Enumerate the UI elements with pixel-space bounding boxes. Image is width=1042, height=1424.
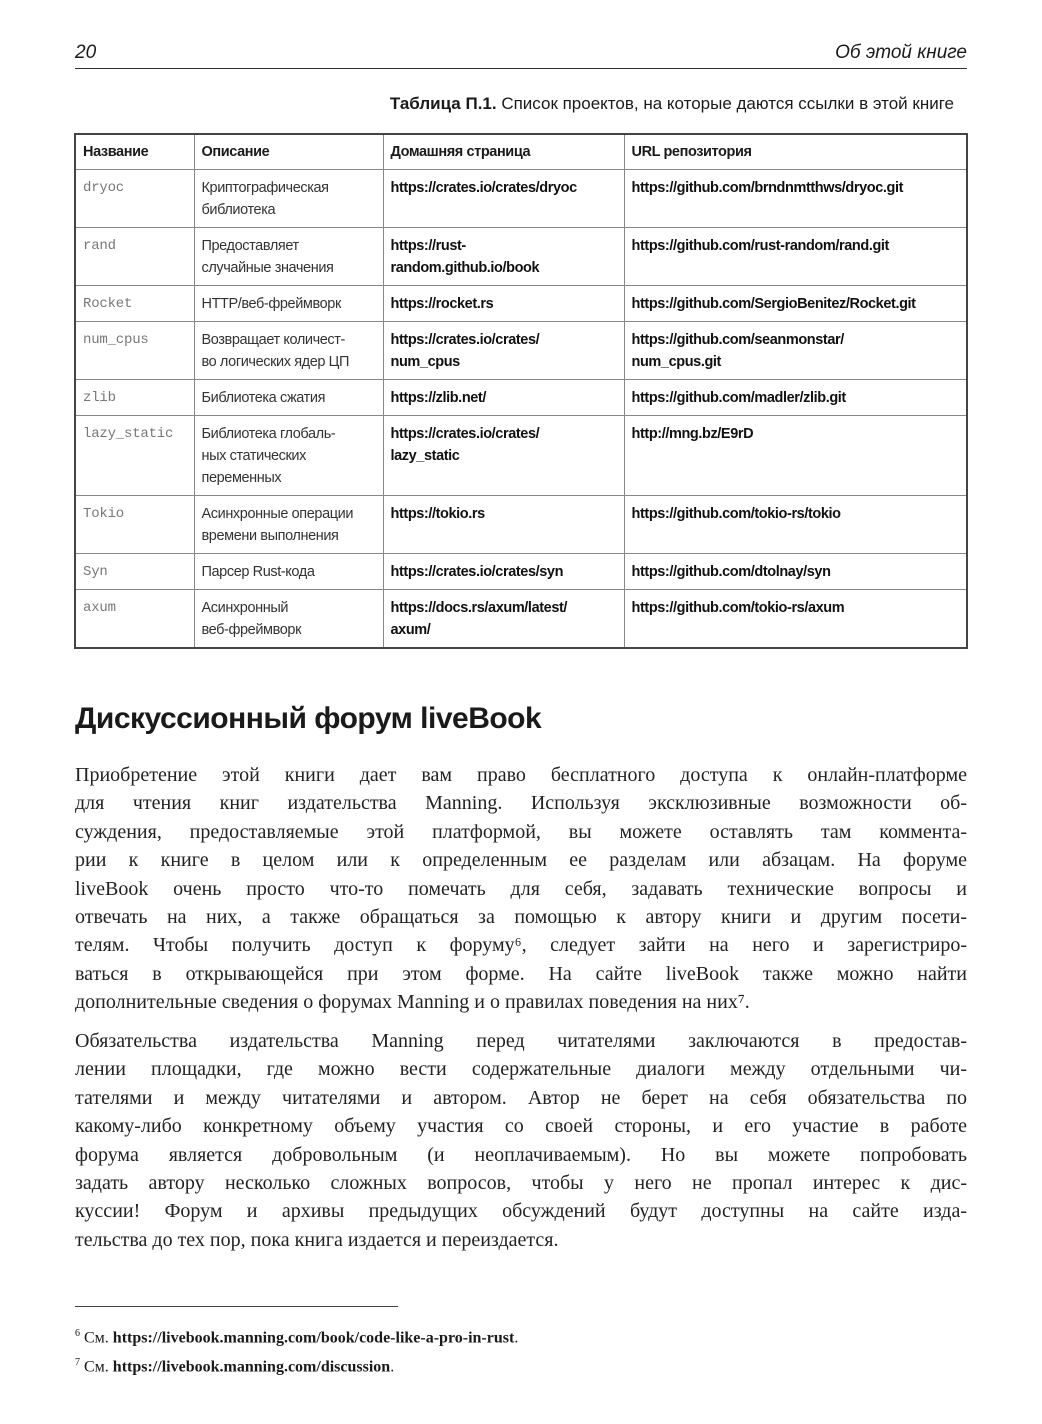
column-header-repo: URL репозитория: [624, 134, 967, 170]
homepage-link[interactable]: https://docs.rs/axum/latest/ axum/: [383, 590, 624, 649]
repository-link[interactable]: https://github.com/madler/zlib.git: [624, 380, 967, 416]
homepage-link[interactable]: https://zlib.net/: [383, 380, 624, 416]
paragraph-1: [75, 761, 967, 1017]
homepage-link[interactable]: https://tokio.rs: [383, 496, 624, 554]
table-row: [75, 554, 967, 590]
column-header-description: Описание: [194, 134, 383, 170]
project-name: num_cpus: [75, 322, 194, 380]
homepage-link[interactable]: https://crates.io/crates/syn: [383, 554, 624, 590]
repository-link[interactable]: http://mng.bz/E9rD: [624, 416, 967, 496]
project-name: Tokio: [75, 496, 194, 554]
project-description: Асинхронный веб-фреймворк: [194, 590, 383, 649]
paragraph-line: ваться в открывающейся при этом форме. На сайте liveBook также можно найти: [75, 962, 967, 985]
table-row: [75, 590, 967, 649]
paragraph-line: liveBook очень просто что-то помечать для себя, задавать технические вопросы и: [75, 877, 967, 900]
project-description: Криптографическая библиотека: [194, 170, 383, 228]
footnote-divider: [75, 1306, 398, 1307]
repository-link[interactable]: https://github.com/tokio-rs/axum: [624, 590, 967, 649]
paragraph-line: отвечать на них, а также обращаться за помощью к автору книги и другим посети-: [75, 906, 967, 929]
table-row: [75, 286, 967, 322]
project-description: Библиотека глобаль- ных статических переменных: [194, 416, 383, 496]
footnote-mark: 6: [75, 1328, 80, 1339]
footnote-suffix: .: [514, 1329, 519, 1347]
table-row: [75, 416, 967, 496]
chapter-title: Об этой книге: [835, 42, 967, 63]
paragraph-line: суждения, предоставляемые этой платформой, вы можете оставлять там коммента-: [75, 820, 967, 843]
footnote-7: [75, 1357, 394, 1376]
paragraph-2: [75, 1027, 967, 1254]
column-header-name: Название: [75, 134, 194, 170]
section-heading: Дискуссионный форум liveBook: [75, 702, 542, 735]
paragraph-line: для чтения книг издательства Manning. Используя эксклюзивные возможности об-: [75, 792, 967, 815]
project-description: Библиотека сжатия: [194, 380, 383, 416]
paragraph-line: телям. Чтобы получить доступ к форуму⁶, следует зайти на него и зарегистриро-: [75, 934, 967, 957]
table-caption-label: Таблица П.1.: [389, 94, 497, 113]
paragraph-line: дополнительные сведения о форумах Manning и о правилах поведения на них⁷.: [75, 991, 750, 1014]
project-name: Syn: [75, 554, 194, 590]
projects-table: [74, 133, 968, 649]
project-name: axum: [75, 590, 194, 649]
project-description: HTTP/веб-фреймворк: [194, 286, 383, 322]
footnote-mark: 7: [75, 1357, 80, 1368]
homepage-link[interactable]: https://rust- random.github.io/book: [383, 228, 624, 286]
table-row: [75, 380, 967, 416]
homepage-link[interactable]: https://crates.io/crates/dryoc: [383, 170, 624, 228]
repository-link[interactable]: https://github.com/dtolnay/syn: [624, 554, 967, 590]
table-caption: [390, 94, 954, 114]
running-header: [75, 40, 967, 69]
page-number: 20: [75, 42, 97, 63]
project-description: Асинхронные операции времени выполнения: [194, 496, 383, 554]
project-name: dryoc: [75, 170, 194, 228]
footnote-prefix: См.: [80, 1358, 113, 1376]
paragraph-line: тателями и между читателями и автором. Автор не берет на себя обязательства по: [75, 1086, 967, 1109]
homepage-link[interactable]: https://crates.io/crates/ lazy_static: [383, 416, 624, 496]
paragraph-line: рии к книге в целом или к определенным ее разделам или абзацам. На форуме: [75, 849, 967, 872]
repository-link[interactable]: https://github.com/seanmonstar/ num_cpus.git: [624, 322, 967, 380]
table-header-row: [75, 134, 967, 170]
project-name: lazy_static: [75, 416, 194, 496]
homepage-link[interactable]: https://crates.io/crates/ num_cpus: [383, 322, 624, 380]
homepage-link[interactable]: https://rocket.rs: [383, 286, 624, 322]
paragraph-line: Обязательства издательства Manning перед читателями заключаются в предостав-: [75, 1030, 967, 1052]
paragraph-line: форума является добровольным (и неоплачиваемым). Но вы можете попробовать: [75, 1143, 967, 1166]
column-header-homepage: Домашняя страница: [383, 134, 624, 170]
repository-link[interactable]: https://github.com/brndnmtthws/dryoc.git: [624, 170, 967, 228]
footnote-link[interactable]: https://livebook.manning.com/discussion: [112, 1358, 391, 1376]
table-row: [75, 496, 967, 554]
project-name: rand: [75, 228, 194, 286]
footnote-6: [75, 1328, 518, 1347]
table-row: [75, 322, 967, 380]
repository-link[interactable]: https://github.com/tokio-rs/tokio: [624, 496, 967, 554]
project-name: zlib: [75, 380, 194, 416]
paragraph-line: Приобретение этой книги дает вам право бесплатного доступа к онлайн-платформе: [75, 764, 967, 786]
paragraph-line: лении площадки, где можно вести содержательные диалоги между отдельными чи-: [75, 1058, 967, 1081]
footnote-link[interactable]: https://livebook.manning.com/book/code-like-a-pro-in-rust: [112, 1329, 515, 1347]
repository-link[interactable]: https://github.com/rust-random/rand.git: [624, 228, 967, 286]
table-row: [75, 170, 967, 228]
repository-link[interactable]: https://github.com/SergioBenitez/Rocket.git: [624, 286, 967, 322]
paragraph-line: тельства до тех пор, пока книга издается и переиздается.: [75, 1228, 559, 1251]
project-description: Предоставляет случайные значения: [194, 228, 383, 286]
table-caption-text: Список проектов, на которые даются ссылки в этой книге: [496, 94, 954, 113]
paragraph-line: задать автору несколько сложных вопросов, чтобы у него не пропал интерес к дис-: [75, 1172, 967, 1195]
paragraph-line: какому-либо конкретному объему участия со своей стороны, и его участие в работе: [75, 1115, 967, 1138]
project-description: Парсер Rust-кода: [194, 554, 383, 590]
project-description: Возвращает количест- во логических ядер ЦП: [194, 322, 383, 380]
footnote-suffix: .: [390, 1358, 395, 1376]
paragraph-line: куссии! Форум и архивы предыдущих обсуждений будут доступны на сайте изда-: [75, 1200, 967, 1223]
project-name: Rocket: [75, 286, 194, 322]
table-row: [75, 228, 967, 286]
footnote-prefix: См.: [80, 1329, 113, 1347]
